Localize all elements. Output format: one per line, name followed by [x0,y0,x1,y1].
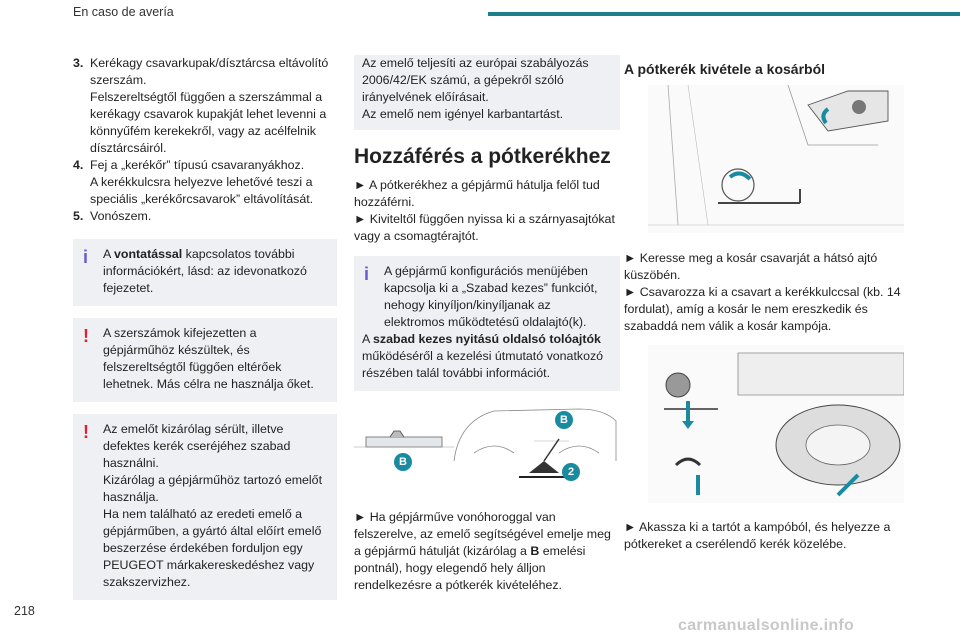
info-text: A [103,247,115,261]
header-title: En caso de avería [73,5,174,19]
info-box [354,256,620,391]
info-text-rest: kapcsolatos további információkért, lásd: az idevonatkozó fejezetet. [103,247,307,295]
info-text-rest: működéséről a kezelési útmutató vonatkozó részében talál további információt. [362,349,604,380]
header-accent-bar [488,12,960,16]
paragraph-text-rest: emelési pontnál), hogy elegendő hely álljon rendelkezésre a pótkerék kivételéhez. [354,544,586,592]
paragraph: ► A pótkerékhez a gépjármű hátulja felől tud hozzáférni. ► Kiviteltől függően nyissa ki a szárnyasajtókat vagy a csomagtérajtót. [354,178,615,243]
badge-2: 2 [562,463,580,481]
paragraph-bold: B [530,544,540,558]
step-number: 5. [73,209,84,223]
paragraph: ► Akassza ki a tartót a kampóból, és helyezze a pótkereket a cserélendő kerék közelébe. [624,520,891,551]
jack-drawing [354,401,620,499]
badge-b: B [555,411,573,429]
warning-icon: ! [83,422,89,442]
step-text: Fej a „kerékőr” típusú csavaranyákhoz. A kerékkulcsra helyezve lehetővé teszi a speciális „kerékőrcsavarok” eltávolítását. [90,158,314,206]
list-item [73,55,337,157]
badge-b: B [394,453,412,471]
basket-screw-drawing [648,85,904,233]
warning-text: A szerszámok kifejezetten a gépjárműhöz készültek, és felszereltségtől függően eltérőek lehetnek. Más célra ne használja őket. [103,326,314,391]
info-bold: szabad kezes nyitású oldalsó tolóajtók [373,332,601,346]
step-text: Vonószem. [90,209,152,223]
note-box [354,55,620,130]
info-box [73,239,337,306]
section-heading: A pótkerék kivétele a kosárból [624,61,826,77]
warning-box [73,318,337,402]
warning-box [73,414,337,600]
warning-text: Az emelőt kizárólag sérült, illetve defektes kerék cseréjéhez szabad használni. Kizárólag a gépjárműhöz tartozó emelőt használja. Ha nem található az eredeti emelő a gépjárműben, a gyártó által előírt emelő beszerzése érdekében forduljon egy PEUGEOT márkakereskedéshez vagy szakszervizhez. [103,422,323,589]
paragraph [354,509,620,594]
step-number: 3. [73,56,84,70]
list-item [73,157,337,208]
watermark: carmanualsonline.info [678,617,855,634]
column-3 [624,60,904,553]
column-1 [73,55,337,600]
info-icon: i [83,247,89,267]
info-text: A gépjármű konfigurációs menüjében kapcsolja ki a „Szabad kezes” funkciót, nehogy kinyíljon/kinyíljanak az elektromos működtetésű oldalajtó(k). [384,264,598,329]
spare-wheel-drawing [648,345,904,503]
paragraph: ► Keresse meg a kosár csavarját a hátsó ajtó küszöbén. ► Csavarozza ki a csavart a kerékkulccsal (kb. 14 fordulat), amíg a kosár le nem ereszkedik és szabaddá nem válik a kosár kampója. [624,251,901,333]
list-item [73,208,337,225]
note-text: Az emelő teljesíti az európai szabályozás 2006/42/EK számú, a gépekről szóló irányelvének előírásait. Az emelő nem igényel karbantartást. [362,56,589,121]
paragraph-text: ► Ha gépjárműve vonóhoroggal van felszerelve, az emelő segítségével emelje meg a gépjármű hátulját (kizárólag a [354,510,611,558]
step-text: Kerékagy csavarkupak/dísztárcsa eltávolító szerszám. Felszereltségtől függően a szerszámmal a kerékagy csavarok kupakját lehet levenni a könnyűfém kerekekről, vagy az acélfelnik dísztárcsáiról. [90,56,329,155]
info-icon: i [364,264,370,284]
spare-wheel-illustration [648,345,904,503]
column-2 [354,55,620,594]
info-bold: vontatással [114,247,183,261]
step-number: 4. [73,158,84,172]
page-number: 218 [14,604,35,618]
warning-icon: ! [83,326,89,346]
info-text: A [362,332,374,346]
basket-screw-illustration [648,85,904,233]
jack-illustration [354,401,620,499]
section-heading: Hozzáférés a pótkerékhez [354,145,611,168]
